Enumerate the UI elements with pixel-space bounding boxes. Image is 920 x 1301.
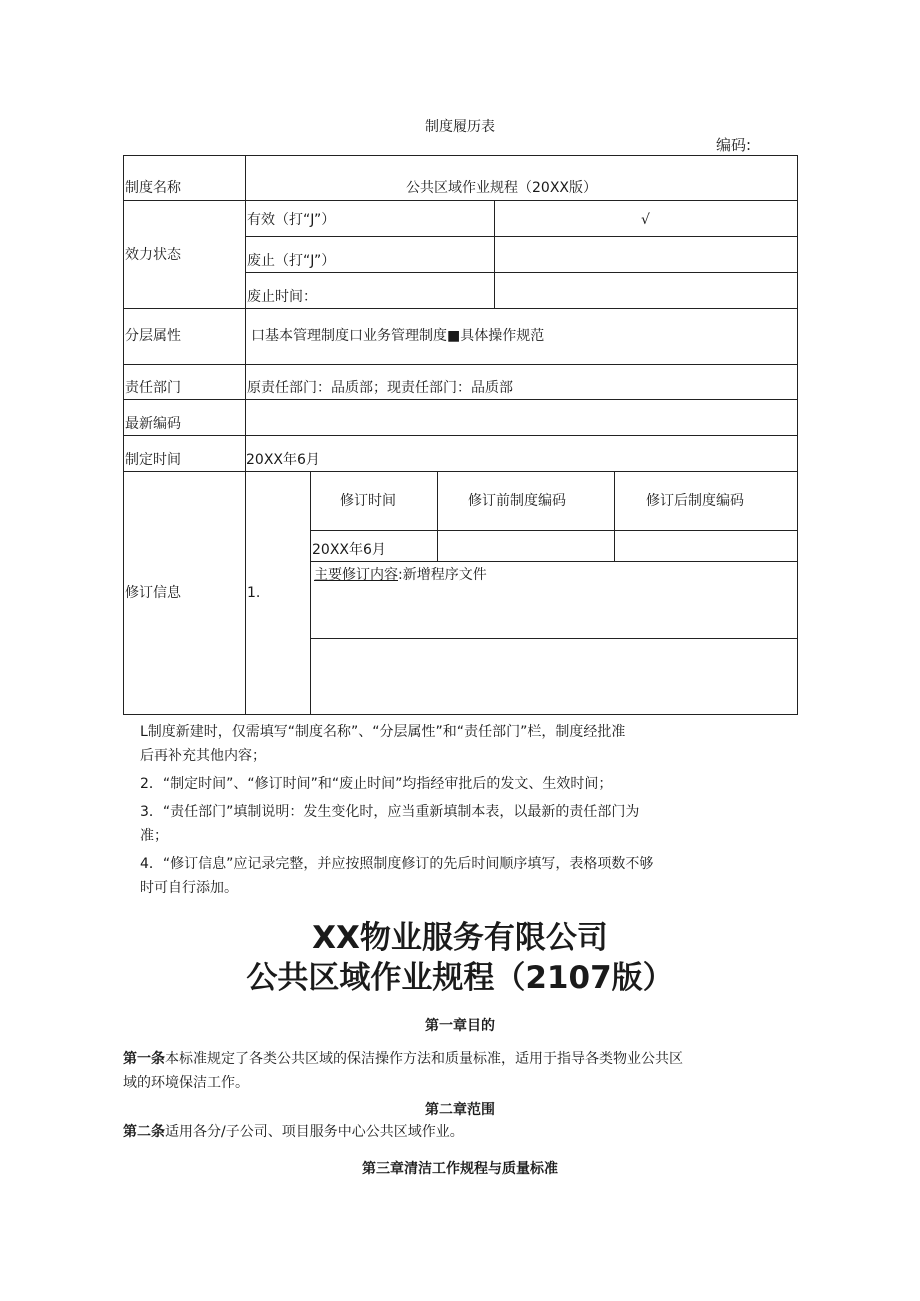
article-1-text-b: 域的环境保洁工作。 [123, 1075, 249, 1091]
form-border-top [123, 155, 798, 156]
chapter-3-heading: 第三章清洁工作规程与质量标准 [362, 1161, 558, 1177]
newcode-label: 最新编码 [125, 416, 181, 432]
name-value: 公共区域作业规程（20XX版） [406, 180, 597, 196]
status-subrow-line-2 [245, 272, 798, 273]
revision-main-label: 主要修订内容 [314, 567, 398, 583]
revision-col-time: 修订时间 [340, 493, 396, 509]
revision-index-divider [310, 471, 311, 715]
note-1-line-1: L制度新建时，仅需填写“制度名称”、“分层属性”和“责任部门”栏，制度经批准 [140, 724, 626, 740]
note-3-line-1: 3．“责任部门”填制说明：发生变化时，应当重新填制本表，以最新的责任部门为 [140, 804, 640, 820]
note-3-line-2: 准； [140, 828, 168, 844]
article-2-text: 适用各分/子公司、项目服务中心公共区域作业。 [165, 1124, 464, 1140]
layer-label: 分层属性 [125, 328, 181, 344]
revision-col-divider-2 [614, 471, 615, 562]
row-line-layer [123, 364, 798, 365]
note-2 [140, 772, 790, 796]
revision-header-line [310, 530, 798, 531]
row-line-made [123, 471, 798, 472]
row-line-name [123, 200, 798, 201]
code-label: 编码: [716, 136, 752, 154]
status-valid-mark: √ [641, 212, 650, 228]
article-1-head: 第一条 [123, 1051, 165, 1067]
revision-col-before: 修订前制度编码 [468, 493, 566, 509]
status-column-divider [494, 200, 495, 309]
article-1-text-a: 本标准规定了各类公共区域的保洁操作方法和质量标准，适用于指导各类物业公共区 [165, 1051, 683, 1067]
regulation-title: 公共区域作业规程（2107版） [246, 960, 674, 996]
article-1 [123, 1047, 803, 1095]
revision-col-divider-1 [437, 471, 438, 562]
revision-col-after: 修订后制度编码 [646, 493, 744, 509]
revision-content-line [310, 638, 798, 639]
name-label: 制度名称 [125, 180, 181, 196]
made-value: 20XX年6月 [246, 452, 320, 468]
row-line-newcode [123, 435, 798, 436]
row-line-dept [123, 399, 798, 400]
note-4-line-1: 4．“修订信息”应记录完整，并应按照制度修订的先后时间顺序填写，表格项数不够 [140, 856, 654, 872]
status-void-label: 废止（打“J”） [247, 253, 336, 269]
dept-label: 责任部门 [125, 380, 181, 396]
revision-main-value: :新增程序文件 [398, 567, 487, 583]
row-line-status [123, 308, 798, 309]
note-4-line-2: 时可自行添加。 [140, 880, 238, 896]
company-name: XX物业服务有限公司 [312, 920, 608, 956]
note-3 [140, 800, 790, 848]
article-2-head: 第二条 [123, 1124, 165, 1140]
status-valid-label: 有效（打“J”） [247, 212, 336, 228]
regulation-history-form [123, 155, 798, 715]
chapter-1-heading: 第一章目的 [425, 1018, 495, 1034]
form-notes [140, 720, 790, 904]
layer-value: 口基本管理制度口业务管理制度■具体操作规范 [251, 328, 545, 344]
document-title: 制度履历表 [425, 119, 495, 135]
status-label: 效力状态 [125, 247, 181, 263]
form-border-bottom [123, 714, 798, 715]
dept-value: 原责任部门：品质部；现责任部门：品质部 [247, 380, 513, 396]
note-4 [140, 852, 790, 900]
status-subrow-line-1 [245, 236, 798, 237]
revision-label: 修订信息 [125, 585, 181, 601]
void-time-label: 废止时间： [247, 289, 317, 305]
revision-index: 1. [247, 585, 261, 601]
article-2 [123, 1120, 803, 1144]
revision-row-line [310, 561, 798, 562]
note-1 [140, 720, 790, 768]
note-2-line-1: 2．“制定时间”、“修订时间”和“废止时间”均指经审批后的发文、生效时间； [140, 776, 613, 792]
note-1-line-2: 后再补充其他内容； [140, 748, 266, 764]
made-label: 制定时间 [125, 452, 181, 468]
chapter-2-heading: 第二章范围 [425, 1102, 495, 1118]
revision-main-content [314, 566, 487, 584]
revision-row-time: 20XX年6月 [312, 542, 386, 558]
